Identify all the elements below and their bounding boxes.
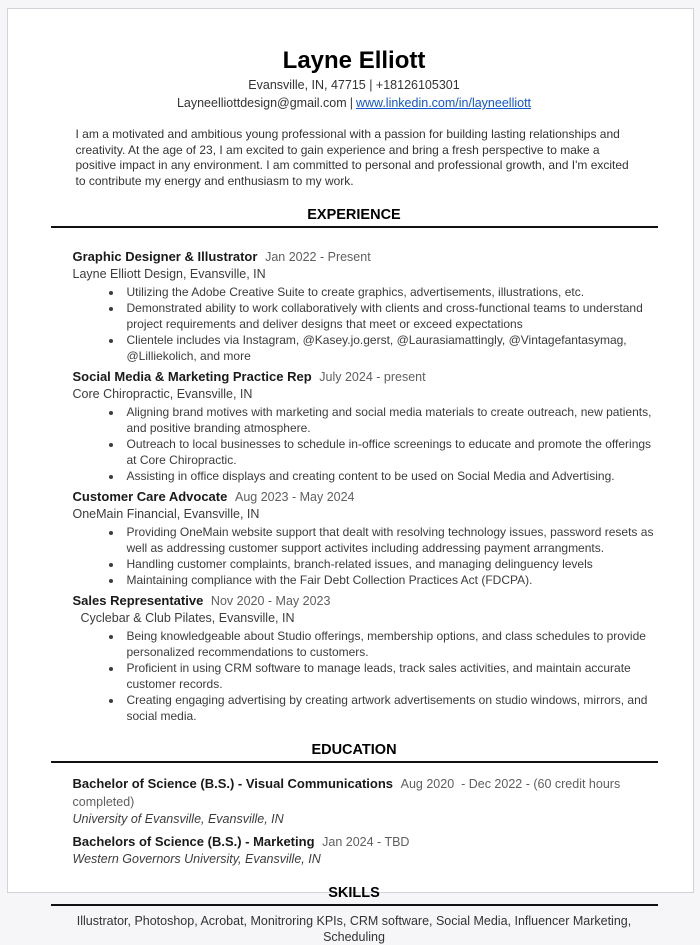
job-bullet: • Aligning brand motives with marketing and social media materials to create outreach, new patients, and positive branding atmosphere. bbox=[123, 404, 654, 436]
person-name-heading: Layne Elliott bbox=[282, 47, 426, 74]
resume-content bbox=[8, 9, 693, 945]
job-dates: Aug 2023 - May 2024 bbox=[234, 490, 355, 504]
section-heading-education: EDUCATION bbox=[311, 742, 397, 758]
degree-dates: Jan 2024 - TBD bbox=[322, 835, 410, 849]
job-title-line bbox=[73, 248, 658, 266]
job-bullet-list bbox=[73, 524, 658, 588]
contact-separator: | bbox=[349, 96, 353, 110]
job-entry bbox=[73, 248, 658, 364]
experience-section bbox=[51, 228, 658, 724]
job-title-line bbox=[73, 368, 658, 386]
job-bullet: • Assisting in office displays and creating content to be used on Social Media and Advertising. bbox=[123, 468, 654, 484]
job-title: Sales Representative bbox=[72, 593, 204, 608]
skills-text: Illustrator, Photoshop, Acrobat, Monitroring KPIs, CRM software, Social Media, Influencer Marketing, Scheduling bbox=[76, 914, 632, 944]
contact-line-2 bbox=[51, 95, 658, 111]
job-dates: Nov 2020 - May 2023 bbox=[210, 594, 331, 608]
degree-school: University of Evansville, Evansville, IN bbox=[72, 812, 284, 826]
linkedin-link[interactable]: www.linkedin.com/in/layneelliott bbox=[355, 96, 532, 110]
degree-title: Bachelors of Science (B.S.) - Marketing bbox=[72, 834, 315, 849]
job-title-line bbox=[73, 488, 658, 506]
contact-location-phone: Evansville, IN, 47715 | +18126105301 bbox=[248, 78, 460, 92]
degree-title: Bachelor of Science (B.S.) - Visual Communications bbox=[72, 776, 393, 791]
job-title: Social Media & Marketing Practice Rep bbox=[72, 369, 312, 384]
job-bullet: • Providing OneMain website support that dealt with resolving technology issues, password resets as well as addressing customer support activites including addressing payment arrangments. bbox=[123, 524, 654, 556]
resume-page bbox=[7, 8, 694, 944]
skills-rule bbox=[51, 904, 658, 906]
job-dates: July 2024 - present bbox=[319, 370, 426, 384]
job-bullet: • Creating engaging advertising by creating artwork advertisements on studio windows, mirrors, and social media. bbox=[123, 692, 654, 724]
education-rule bbox=[51, 761, 658, 763]
degree-school: Western Governors University, Evansville, IN bbox=[72, 852, 321, 866]
education-section bbox=[73, 775, 658, 867]
job-bullet-list bbox=[73, 404, 658, 484]
job-entry bbox=[73, 592, 658, 724]
job-bullet: • Clientele includes via Instagram, @Kasey.jo.gerst, @Laurasiamattingly, @Vintagefantasymag, @Lilliekolich, and more bbox=[123, 332, 654, 364]
job-company: Cyclebar & Club Pilates, Evansville, IN bbox=[80, 611, 295, 625]
degree-dates: Aug 2020 - Dec 2022 - (60 credit hours completed) bbox=[72, 777, 621, 809]
job-bullet: • Being knowledgeable about Studio offerings, membership options, and class schedules to provide personalized recommendations to customers. bbox=[123, 628, 654, 660]
job-bullet: • Proficient in using CRM software to manage leads, track sales activities, and maintain accurate customer records. bbox=[123, 660, 654, 692]
job-entry bbox=[73, 488, 658, 588]
job-dates: Jan 2022 - Present bbox=[265, 250, 371, 264]
degree-entry bbox=[73, 833, 658, 867]
job-bullet-list bbox=[73, 284, 658, 364]
job-bullet: • Outreach to local businesses to schedule in-office screenings to educate and promote the offerings at Core Chiropractic. bbox=[123, 436, 654, 468]
job-bullet: • Handling customer complaints, branch-related issues, and managing delinguency levels bbox=[123, 556, 654, 572]
job-bullet: • Demonstrated ability to work collaboratively with clients and cross-functional teams to understand project requirements and deliver designs that meet or exceed expectations bbox=[123, 300, 654, 332]
job-title: Customer Care Advocate bbox=[72, 489, 228, 504]
section-heading-experience: EXPERIENCE bbox=[307, 207, 401, 223]
section-heading-skills: SKILLS bbox=[328, 885, 380, 901]
job-entry bbox=[73, 368, 658, 484]
job-company: Layne Elliott Design, Evansville, IN bbox=[72, 267, 266, 281]
job-title: Graphic Designer & Illustrator bbox=[72, 249, 258, 264]
degree-entry bbox=[73, 775, 658, 827]
job-bullet: • Maintaining compliance with the Fair Debt Collection Practices Act (FDCPA). bbox=[123, 572, 654, 588]
degree-title-line bbox=[73, 775, 658, 811]
degree-title-line bbox=[73, 833, 658, 851]
job-bullet: • Utilizing the Adobe Creative Suite to create graphics, advertisements, illustrations, etc. bbox=[123, 284, 654, 300]
job-company: Core Chiropractic, Evansville, IN bbox=[72, 387, 253, 401]
email-text: Layneelliottdesign@gmail.com bbox=[176, 96, 347, 110]
job-title-line bbox=[73, 592, 658, 610]
job-bullet-list bbox=[73, 628, 658, 724]
summary-paragraph: I am a motivated and ambitious young professional with a passion for building lasting relationships and creativity. At the age of 23, I am excited to gain experience and bring a fresh perspective to make a positive impact in any environment. I am committed to personal and professional growth, and I'm excited to contribute my energy and enthusiasm to my work. bbox=[75, 127, 629, 188]
job-company: OneMain Financial, Evansville, IN bbox=[72, 507, 260, 521]
